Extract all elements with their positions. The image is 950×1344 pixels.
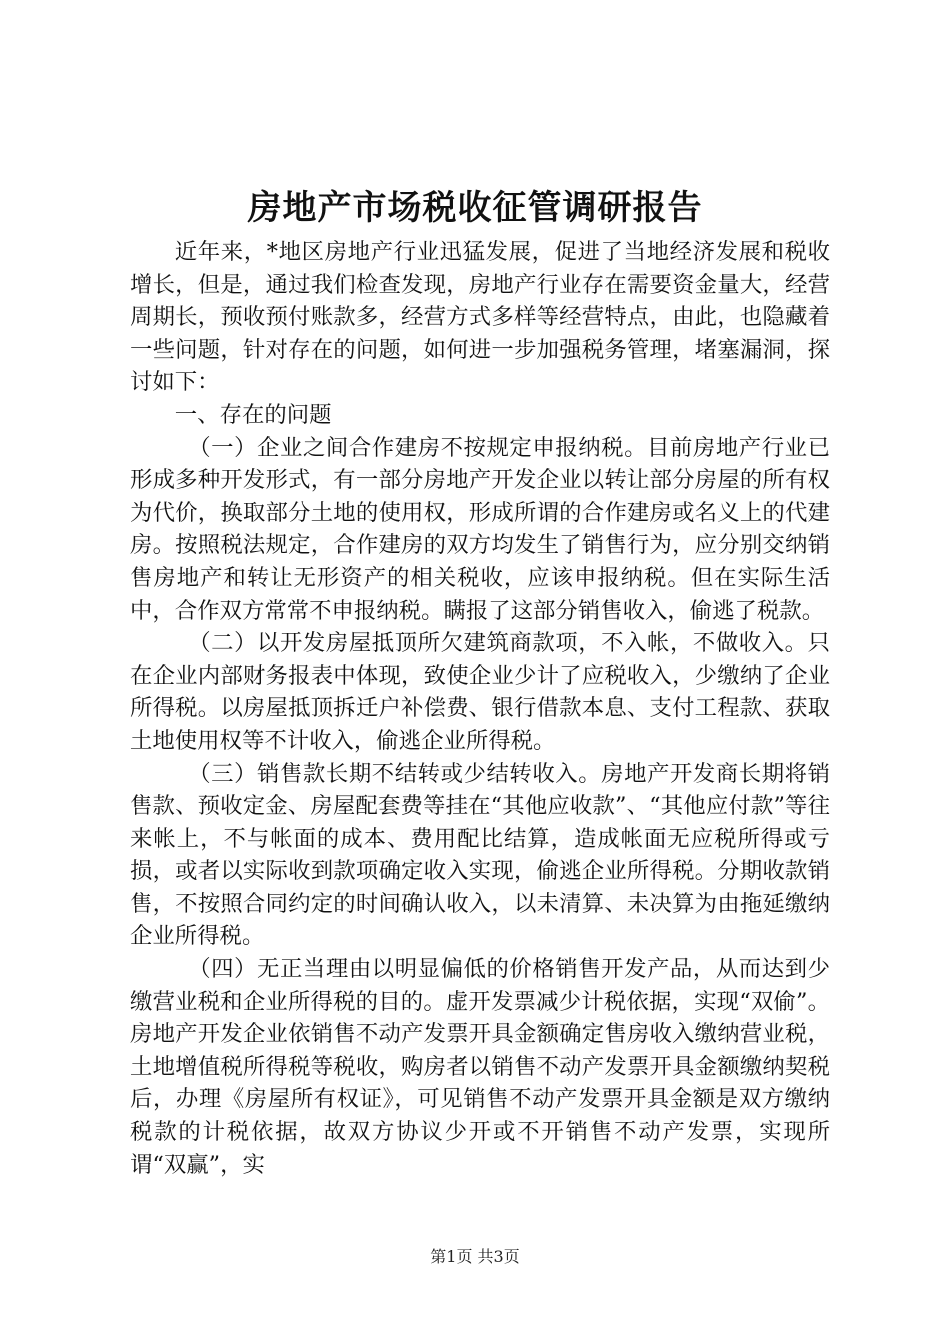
body-paragraph: （一）企业之间合作建房不按规定申报纳税。目前房地产行业已形成多种开发形式，有一部分房地产开发企业以转让部分房屋的所有权为代价，换取部分土地的使用权，形成所谓的合作建房或名义上的代建房。按照税法规定，合作建房的双方均发生了销售行为，应分别交纳销售房地产和转让无形资产的相关税收，应该申报纳税。但在实际生活中，合作双方常常不申报纳税。瞒报了这部分销售收入，偷逃了税款。 (130, 434, 830, 624)
body-paragraph: （四）无正当理由以明显偏低的价格销售开发产品，从而达到少缴营业税和企业所得税的目的。虚开发票减少计税依据，实现“双偷”。房地产开发企业依销售不动产发票开具金额确定售房收入缴纳营业税，土地增值税所得税等税收，购房者以销售不动产发票开具金额缴纳契税后，办理《房屋所有权证》，可见销售不动产发票开具金额是双方缴纳税款的计税依据，故双方协议少开或不开销售不动产发票，实现所谓“双赢”，实 (130, 956, 830, 1178)
intro-paragraph: 近年来，*地区房地产行业迅猛发展，促进了当地经济发展和税收增长，但是，通过我们检查发现，房地产行业存在需要资金量大，经营周期长，预收预付账款多，经营方式多样等经营特点，由此，也隐藏着一些问题，针对存在的问题，如何进一步加强税务管理，堵塞漏洞，探讨如下： (130, 239, 830, 396)
page-footer: 第1页 共3页 (430, 1247, 520, 1266)
body-paragraph: （二）以开发房屋抵顶所欠建筑商款项，不入帐，不做收入。只在企业内部财务报表中体现，致使企业少计了应税收入，少缴纳了企业所得税。以房屋抵顶拆迁户补偿费、银行借款本息、支付工程款、获取土地使用权等不计收入，偷逃企业所得税。 (130, 630, 830, 754)
section-heading: 一、存在的问题 (174, 401, 332, 428)
document-title: 房地产市场税收征管调研报告 (247, 188, 703, 228)
document-body (130, 236, 830, 1181)
body-paragraph: （三）销售款长期不结转或少结转收入。房地产开发商长期将销售款、预收定金、房屋配套费等挂在“其他应收款”、“其他应付款”等往来帐上，不与帐面的成本、费用配比结算，造成帐面无应税所得或亏损，或者以实际收到款项确定收入实现，偷逃企业所得税。分期收款销售，不按照合同约定的时间确认收入，以未清算、未决算为由拖延缴纳企业所得税。 (130, 760, 830, 950)
